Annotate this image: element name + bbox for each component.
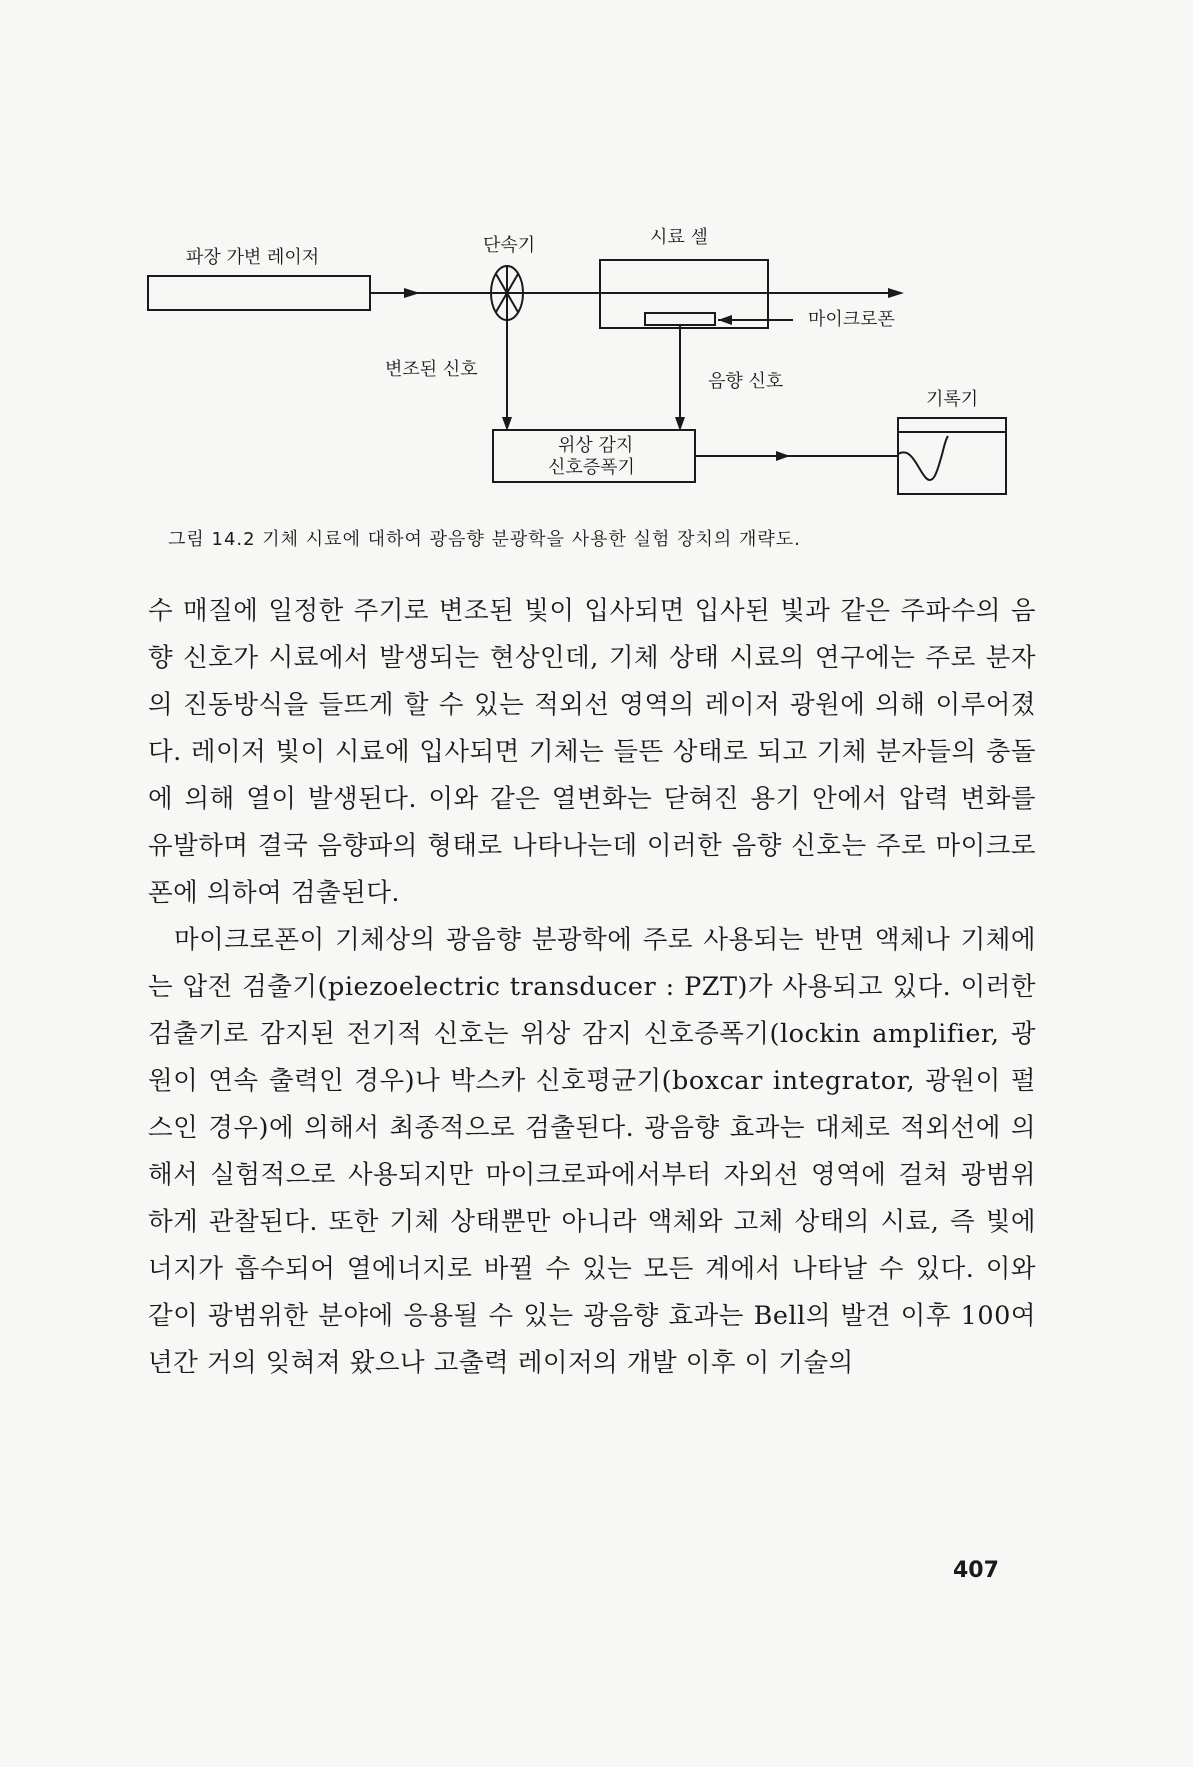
microphone-element	[645, 313, 715, 325]
paragraph: 마이크로폰이 기체상의 광음향 분광학에 주로 사용되는 반면 액체나 기체에는 압전 검출기(piezoelectric transducer : PZT)가 사용되고 있다. 이러한 검출기로 감지된 전기적 신호는 위상 감지 신호증폭기(lockin amplifier, 광원이 연속 출력인 경우)나 박스카 신호평균기(boxcar integrator, 광원이 펄스인 경우)에 의해서 최종적으로 검출된다. 광음향 효과는 대체로 적외선에 의해서 실험적으로 사용되지만 마이크로파에서부터 자외선 영역에 걸쳐 광범위하게 관찰된다. 또한 기체 상태뿐만 아니라 액체와 고체 상태의 시료, 즉 빛에너지가 흡수되어 열에너지로 바뀔 수 있는 모든 계에서 나타날 수 있다. 이와 같이 광범위한 분야에 응용될 수 있는 광음향 효과는 Bell의 발견 이후 100여 년간 거의 잊혀져 왔으나 고출력 레이저의 개발 이후 이 기술의	[148, 925, 1036, 1378]
page-number: 407	[953, 1558, 999, 1583]
laser-box	[148, 276, 370, 310]
lockin-label-line1: 위상 감지	[558, 435, 634, 456]
microphone-label: 마이크로폰	[808, 309, 895, 330]
lockin-label-line2: 신호증폭기	[548, 457, 635, 478]
recorder-box	[898, 418, 1006, 494]
figure-caption: 그림 14.2 기체 시료에 대하여 광음향 분광학을 사용한 실험 장치의 개략도.	[168, 529, 801, 550]
body-text	[148, 588, 1036, 1387]
acoustic-signal-label: 음향 신호	[708, 371, 784, 392]
recorder-label: 기록기	[926, 389, 979, 410]
laser-label: 파장 가변 레이저	[186, 247, 320, 268]
apparatus-diagram	[0, 0, 1193, 520]
sample-cell-label: 시료 셀	[650, 227, 708, 248]
chopper-label: 단속기	[483, 235, 536, 256]
paragraph: 수 매질에 일정한 주기로 변조된 빛이 입사되면 입사된 빛과 같은 주파수의 음향 신호가 시료에서 발생되는 현상인데, 기체 상태 시료의 연구에는 주로 분자의 진동방식을 들뜨게 할 수 있는 적외선 영역의 레이저 광원에 의해 이루어졌다. 레이저 빛이 시료에 입사되면 기체는 들뜬 상태로 되고 기체 분자들의 충돌에 의해 열이 발생된다. 이와 같은 열변화는 닫혀진 용기 안에서 압력 변화를 유발하며 결국 음향파의 형태로 나타나는데 이러한 음향 신호는 주로 마이크로폰에 의하여 검출된다.	[148, 596, 1036, 908]
modulated-signal-label: 변조된 신호	[385, 359, 478, 380]
